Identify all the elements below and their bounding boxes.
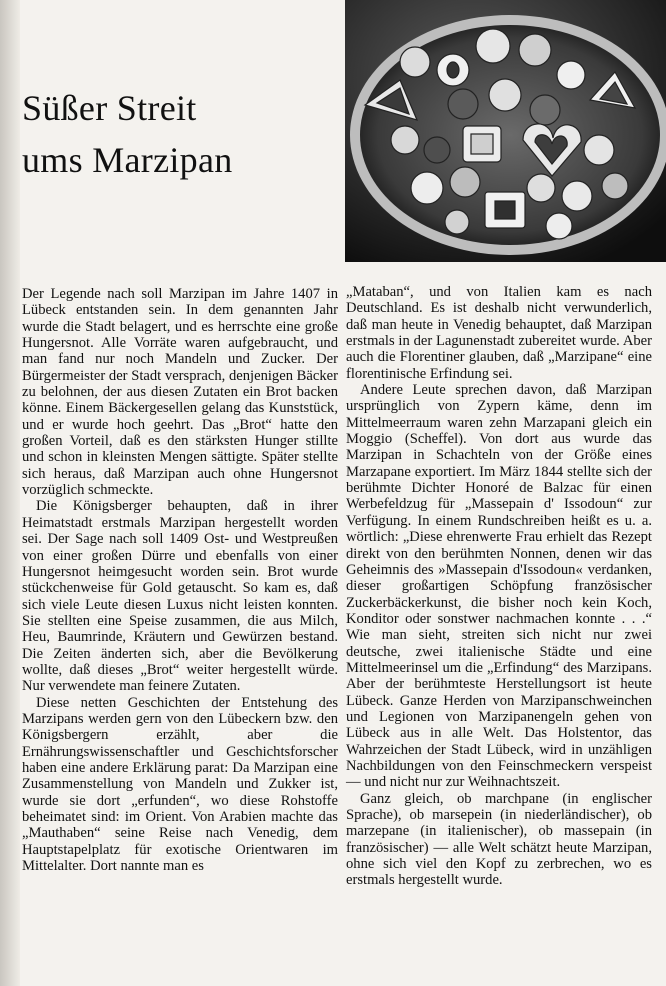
paragraph: „Mataban“, und von Italien kam es nach Deutschland. Es ist deshalb nicht verwunderlich, daß man heute in Venedig behauptet, daß Marzipan erstmals in der Lagunenstadt zubereitet wurde. Aber auch die Florentiner glauben, daß „Marzipane“ eine florentinische Erfindung sei. [346,284,652,382]
article-column-right [346,284,652,889]
title-line-2: ums Marzipan [22,140,233,180]
marzipan-photo [345,0,666,262]
paragraph: Ganz gleich, ob marchpane (in englischer Sprache), ob marsepein (in niederländischer), ob marzepane (in italienischer), ob massepain (in französischer) — alle Welt schätzt heute Marzipan, ohne sich viel den Kopf zu zerbrechen, wo es erstmals hergestellt wurde. [346,790,652,889]
article-column-left [22,286,338,874]
page-edge [0,0,20,986]
paragraph: Die Königsberger behaupten, daß in ihrer Heimatstadt erstmals Marzipan hergestellt worden sei. Der Sage nach soll 1409 Ost- und Westpreußen von einer großen Dürre und ebenfalls von einer Hungersnot heimgesucht worden sein. Brot wurde stückchenweise für Gold getauscht. So kam es, daß sich viele Leute diesen Luxus nicht leisten konnten. Sie stellten eine Speise zusammen, die aus Milch, Heu, Baumrinde, Kräutern und Gewürzen bestand. Die Zeiten änderten sich, aber die Bevölkerung wollte, daß dieses „Brot“ weiter hergestellt würde. Nur verwendete man feinere Zutaten. [22,498,338,695]
article-title [22,82,233,186]
title-line-1: Süßer Streit [22,88,197,128]
paragraph: Der Legende nach soll Marzipan im Jahre 1407 in Lübeck entstanden sein. In dem genannten Jahr wurde die Stadt belagert, und es herrschte eine große Hungersnot. Alle Vorräte waren aufgebraucht, und man fand nur noch Mandeln und Zucker. Der Bürgermeister der Stadt versprach, denjenigen Bäcker zu belohnen, der aus diesen Zutaten ein Brot backen könne. Einem Bäckergesellen gelang das Kunststück, und er wurde hoch geehrt. Das „Brot“ hatte den großen Vorteil, daß es den stärksten Hunger stillte und schon in kleinsten Mengen sättigte. Später stellte sich heraus, daß Marzipan auch ohne Hungersnot vorzüglich schmeckte. [22,286,338,499]
paragraph: Andere Leute sprechen davon, daß Marzipan ursprünglich von Zypern käme, denn im Mittelmeerraum waren zehn Marzapani gleich ein Moggio (Scheffel). Von dort aus wurde das Marzipan in Schachteln von der Größe eines Marzapane exportiert. Im März 1844 stellte sich der berühmte Dichter Honoré de Balzac für einen Werbefeldzug für „Massepain d' Issodoun“ zur Verfügung. In einem Rundschreiben heißt es u. a. wörtlich: „Diese ehrenwerte Frau erhielt das Rezept direkt von den berühmten Nonnen, denen wir das Geheimnis des »Massepain d'Issodoun« verdanken, dieser großartigen Schöpfung französischer Zuckerbäckerkunst, die bisher noch kein Koch, Konditor oder sonstwer nachmachen konnte . . .“ Wie man sieht, streiten sich nicht nur zwei deutsche, zwei italienische Städte und eine Mittelmeerinsel um die „Erfindung“ des Marzipans. Aber der berühmteste Herstellungsort ist heute Lübeck. Ganze Herden von Marzipanschweinchen und Legionen von Marzipanengeln gehen von Lübeck aus in alle Welt. Das Holstentor, das Wahrzeichen der Stadt Lübeck, wird in unzähligen Nachbildungen von den Feinschmeckern verspeist — und nicht nur zur Weihnachtszeit. [346,382,652,791]
paragraph: Diese netten Geschichten der Entstehung des Marzipans werden gern von den Lübeckern bzw. den Königsbergern erzählt, aber die Ernährungswissenschaftler und Geschichtsforscher haben eine andere Erklärung parat: Da Marzipan eine Zusammenstellung von Mandeln und Zukker ist, wurde sie dort „erfunden“, wo diese Rohstoffe beheimatet sind: im Orient. Von Arabien machte das „Mauthaben“ seine Reise nach Venedig, dem Hauptstapelplatz für exotische Orientwaren im Mittelalter. Dort nannte man es [22,694,338,875]
